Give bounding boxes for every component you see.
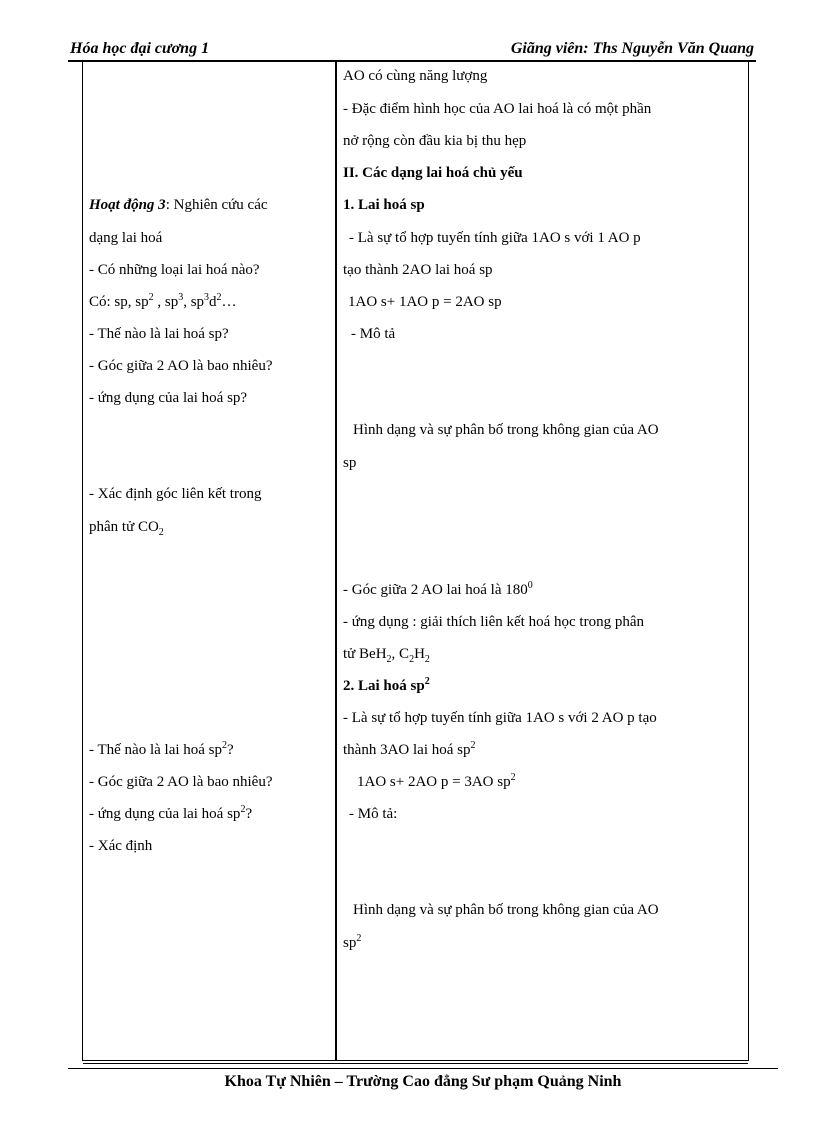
question-app: - ứng dụng của lai hoá sp? — [89, 390, 248, 406]
question-angle: - Góc giữa 2 AO là bao nhiêu? — [89, 358, 273, 374]
question-app-2: - ứng dụng của lai hoá $sp^2$? — [89, 804, 253, 822]
sp-equation: 1AO s+ 1AO p = 2AO sp — [348, 294, 502, 310]
activity-3-heading: Hoạt động 3: Nghiên cứu các — [89, 197, 268, 213]
description-label-2: - Mô tả: — [349, 806, 398, 822]
shape-caption: Hình dạng và sự phân bố trong không gian của AO — [353, 422, 659, 438]
section-heading: II. Các dạng lai hoá chủ yếu — [343, 165, 523, 181]
text-line: nở rộng còn đầu kia bị thu hẹp — [343, 133, 527, 149]
question-determine: - Xác định — [89, 838, 153, 854]
course-title: Hóa học đại cương 1 — [70, 40, 210, 57]
subsection-sp: 1. Lai hoá sp — [343, 197, 425, 213]
question-sp2: - Thế nào là lai hoá $sp^2$? — [89, 740, 234, 758]
sp-application-cont: tử BeH$_2$, $C_2H_2$ — [343, 646, 430, 665]
text-line: AO có cùng năng lượng — [343, 68, 488, 84]
lecturer-name: Giãng viên: Ths Nguyễn Văn Quang — [510, 40, 754, 57]
page-header — [68, 38, 756, 62]
description-label: - Mô tả — [351, 326, 396, 342]
question-angle-2: - Góc giữa 2 AO là bao nhiêu? — [89, 774, 273, 790]
answer-types: Có: sp, $sp^2$ , $sp^3$, $sp^3d^2\dots$ — [89, 292, 237, 310]
question-types: - Có những loại lai hoá nào? — [89, 262, 260, 278]
shape-caption-2-cont: $sp^2$ — [343, 933, 362, 951]
sp-application: - ứng dụng : giải thích liên kết hoá học trong phân — [343, 614, 644, 630]
question-co2-cont: phân tử $CO_2$ — [89, 519, 164, 538]
column-divider — [335, 61, 337, 1060]
sp2-definition-cont: thành 3AO lai hoá $sp^2$ — [343, 740, 476, 758]
footer-text: Khoa Tự Nhiên – Trường Cao đẳng Sư phạm Quảng Ninh — [224, 1073, 622, 1090]
sp2-equation: 1AO s+ 2AO p = 3AO $sp^2$ — [357, 772, 516, 790]
question-co2: - Xác định góc liên kết trong — [89, 486, 262, 502]
page-footer — [68, 1068, 778, 1091]
sp-definition-cont: tạo thành 2AO lai hoá sp — [343, 262, 493, 278]
sp-angle: - Góc giữa 2 AO lai hoá là $180^0$ — [343, 580, 533, 598]
question-sp: - Thế nào là lai hoá sp? — [89, 326, 229, 342]
activity-3-heading-cont: dạng lai hoá — [89, 230, 163, 246]
sp-definition: - Là sự tổ hợp tuyến tính giữa 1AO s với 1 AO p — [349, 230, 641, 246]
shape-caption-cont: sp — [343, 455, 357, 471]
shape-caption-2: Hình dạng và sự phân bố trong không gian của AO — [353, 902, 659, 918]
subsection-sp2: 2. Lai hoá $sp^2$ — [343, 676, 430, 694]
text-line: - Đặc điểm hình học của AO lai hoá là có một phần — [343, 101, 652, 117]
sp2-definition: - Là sự tổ hợp tuyến tính giữa 1AO s với 2 AO p tạo — [343, 710, 657, 726]
lesson-table — [82, 60, 749, 1061]
